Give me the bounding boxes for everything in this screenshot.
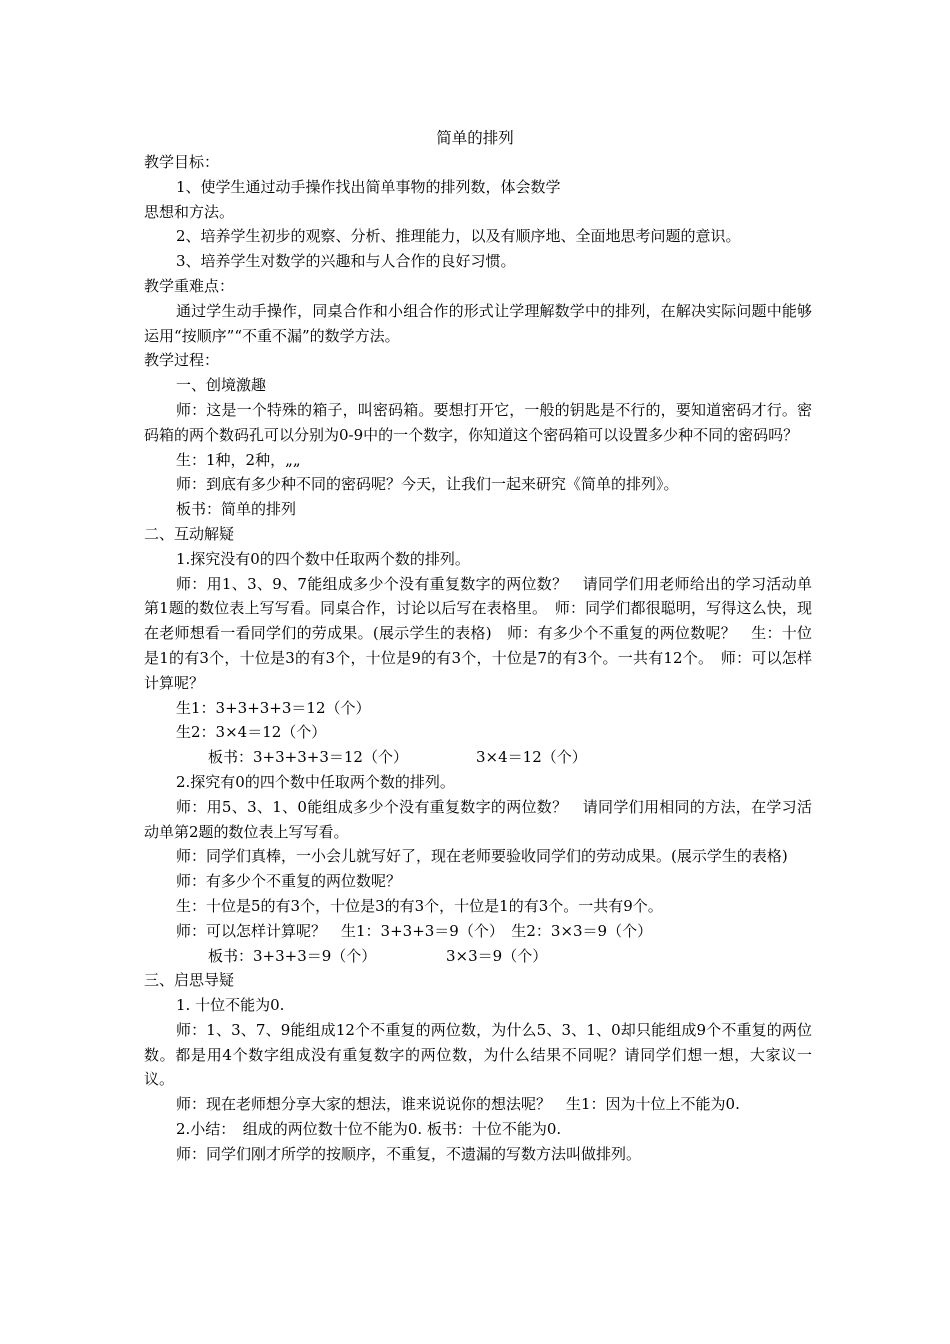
paragraph: 师：同学们真棒，一小会儿就写好了，现在老师要验收同学们的劳动成果。(展示学生的表格) <box>176 847 788 866</box>
paragraph: 师：用5、3、1、0能组成多少个没有重复数字的两位数？ 请同学们用相同的方法，在学习活动单第2题的数位表上写写看。 <box>144 797 812 841</box>
section-heading: 三、启思导疑 <box>144 971 235 990</box>
paragraph: 2.探究有0的四个数中任取两个数的排列。 <box>176 772 455 791</box>
paragraph: 生：十位是5的有3个，十位是3的有3个，十位是1的有3个。一共有9个。 <box>176 896 663 915</box>
paragraph: 1.探究没有0的四个数中任取两个数的排列。 <box>176 549 470 568</box>
section-heading: 一、创境激趣 <box>176 376 267 395</box>
paragraph: 思想和方法。 <box>144 202 235 221</box>
paragraph: 生1：3+3+3+3＝12（个） <box>176 698 371 717</box>
paragraph: 板书：简单的排列 <box>176 500 297 519</box>
paragraph: 师：用1、3、9、7能组成多少个没有重复数字的两位数？ 请同学们用老师给出的学习活动单第1题的数位表上写写看。同桌合作，讨论以后写在表格里。 师：同学们都很聪明，写得这么快，现在老师想看一看同学们的劳成果。(展示学生的表格) 师：有多少个不重复的两位数呢？ 生：十位是1的有3个，十位是3的有3个，十位是9的有3个，十位是7的有3个。一共有12个。 师：可以怎样计算呢？ <box>144 574 812 692</box>
paragraph: 师：这是一个特殊的箱子，叫密码箱。要想打开它，一般的钥匙是不行的，要知道密码才行。密码箱的两个数码孔可以分别为0-9中的一个数字，你知道这个密码箱可以设置多少种不同的密码吗？ <box>144 400 812 444</box>
document-title: 简单的排列 <box>436 129 514 147</box>
paragraph: 1、使学生通过动手操作找出简单事物的排列数，体会数学 <box>176 177 561 196</box>
paragraph: 师：1、3、7、9能组成12个不重复的两位数，为什么5、3、1、0却只能组成9个不重复的两位数。都是用4个数字组成没有重复数字的两位数，为什么结果不同呢？请同学们想一想，大家议一议。 <box>144 1020 812 1089</box>
paragraph: 3、培养学生对数学的兴趣和与人合作的良好习惯。 <box>176 252 516 271</box>
board-writing-line <box>144 745 812 770</box>
heading-goals: 教学目标： <box>144 153 220 171</box>
paragraph: 生2：3×4＝12（个） <box>176 723 327 742</box>
paragraph: 师：同学们刚才所学的按顺序，不重复，不遗漏的写数方法叫做排列。 <box>176 1144 642 1163</box>
paragraph: 师：现在老师想分享大家的想法，谁来说说你的想法呢？ 生1：因为十位上不能为0. <box>176 1095 740 1114</box>
paragraph: 2、培养学生初步的观察、分析、推理能力，以及有顺序地、全面地思考问题的意识。 <box>176 227 741 246</box>
board-writing-part: 3×3＝9（个） <box>446 946 548 965</box>
board-writing-part: 3×4＝12（个） <box>476 748 587 767</box>
board-writing-part: 板书：3+3+3+3＝12（个） <box>208 748 408 767</box>
paragraph: 通过学生动手操作，同桌合作和小组合作的形式让学理解数学中的排列，在解决实际问题中能够运用“按顺序”“不重不漏”的数学方法。 <box>144 301 812 345</box>
document-body <box>144 150 812 1167</box>
paragraph: 2.小结： 组成的两位数十位不能为0. 板书：十位不能为0. <box>176 1120 562 1139</box>
board-writing-line <box>144 944 812 969</box>
heading-key-points: 教学重难点： <box>144 276 235 295</box>
paragraph: 师：可以怎样计算呢？ 生1：3+3+3＝9（个） 生2：3×3＝9（个） <box>176 921 653 940</box>
paragraph: 师：有多少个不重复的两位数呢？ <box>176 872 402 891</box>
paragraph: 师：到底有多少种不同的密码呢？今天，让我们一起来研究《简单的排列》。 <box>176 475 679 494</box>
paragraph: 生：1种，2种，„„ <box>176 450 301 469</box>
section-heading: 二、互动解疑 <box>144 524 235 543</box>
heading-process: 教学过程： <box>144 351 220 370</box>
paragraph: 1. 十位不能为0. <box>176 996 285 1015</box>
board-writing-part: 板书：3+3+3＝9（个） <box>208 946 377 965</box>
